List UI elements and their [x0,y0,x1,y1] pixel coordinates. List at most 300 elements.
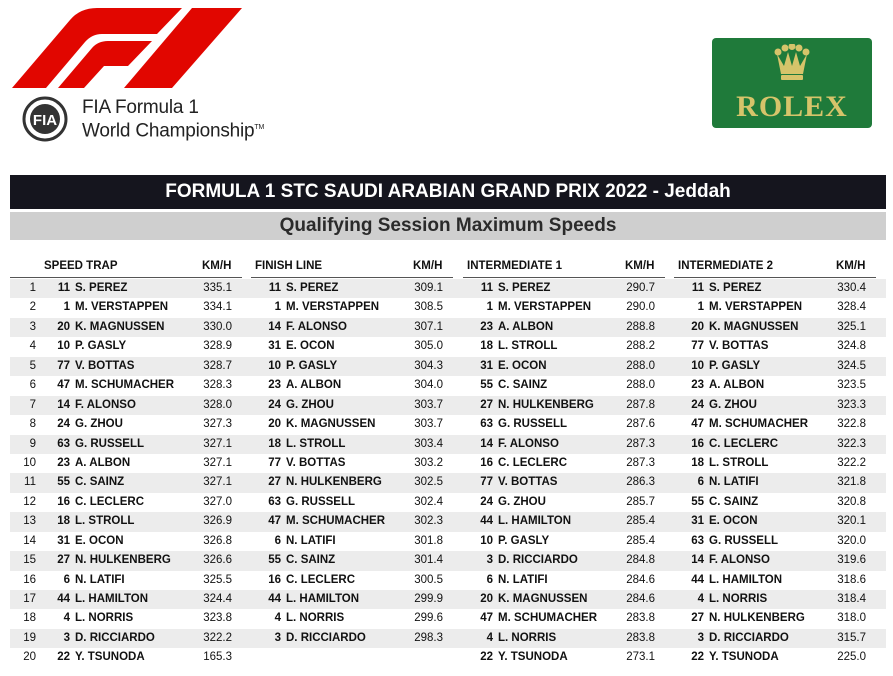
driver-name-cell: M. VERSTAPPEN [498,301,592,314]
speed-cell: 283.8 [626,631,655,644]
speed-cell: 328.4 [837,301,866,314]
car-number-cell: 24 [691,398,704,411]
speed-cell: 287.8 [626,398,655,411]
position-cell: 15 [23,554,36,567]
table-row [10,473,886,492]
position-cell: 9 [29,437,36,450]
speed-cell: 285.4 [626,534,655,547]
driver-name-cell: E. OCON [75,534,124,547]
car-number-cell: 55 [57,476,70,489]
driver-name-cell: D. RICCIARDO [75,631,155,644]
speed-cell: 290.7 [626,282,655,294]
car-number-cell: 14 [480,437,493,450]
speed-cell: 301.4 [414,554,443,567]
driver-name-cell: C. LECLERC [498,456,567,469]
position-cell: 4 [29,340,36,353]
car-number-cell: 31 [268,340,281,353]
driver-name-cell: F. ALONSO [75,398,136,411]
speed-cell: 303.2 [414,456,443,469]
car-number-cell: 16 [480,456,493,469]
car-number-cell: 22 [691,651,704,664]
driver-name-cell: L. HAMILTON [286,593,360,605]
driver-name-cell: L. NORRIS [75,612,134,625]
speed-cell: 287.6 [626,418,655,431]
driver-name-cell: D. RICCIARDO [286,631,366,644]
driver-name-cell: P. GASLY [498,534,550,547]
speed-cell: 286.3 [626,476,655,489]
column-header-unit: KM/H [625,260,655,272]
speed-cell: 301.8 [414,534,443,547]
car-number-cell: 18 [691,456,704,469]
position-cell: 20 [23,651,36,664]
speed-cell: 287.3 [626,456,655,469]
car-number-cell: 55 [480,379,493,392]
rolex-logo [712,38,872,128]
speed-cell: 285.4 [626,515,655,528]
car-number-cell: 27 [57,554,70,567]
car-number-cell: 11 [268,282,281,294]
fia-line1: FIA Formula 1 [82,97,199,118]
driver-name-cell: L. NORRIS [498,631,557,644]
speed-cell: 308.5 [414,301,443,314]
speed-cell: 302.3 [414,515,443,528]
position-cell: 16 [23,573,36,586]
car-number-cell: 18 [57,515,70,528]
position-cell: 11 [24,476,36,489]
speed-cell: 321.8 [837,476,866,489]
driver-name-cell: E. OCON [286,340,335,353]
fia-badge-text: FIA [32,112,58,129]
speed-cell: 299.9 [414,593,443,605]
column-header-unit: KM/H [413,260,443,272]
speed-cell: 320.1 [837,515,866,528]
column-header-label: FINISH LINE [255,260,323,272]
car-number-cell: 44 [480,515,493,528]
speed-cell: 325.1 [837,320,866,333]
car-number-cell: 10 [268,359,281,372]
driver-name-cell: A. ALBON [75,456,131,469]
speed-cell: 284.8 [626,554,655,567]
car-number-cell: 31 [691,515,704,528]
car-number-cell: 6 [697,476,704,489]
driver-name-cell: F. ALONSO [498,437,559,450]
car-number-cell: 11 [691,282,704,294]
speed-cell: 284.6 [626,573,655,586]
page-subtitle: Qualifying Session Maximum Speeds [10,212,886,240]
rolex-word: ROLEX [736,90,848,123]
speed-cell: 327.0 [203,495,232,508]
car-number-cell: 77 [268,456,281,469]
driver-name-cell: G. RUSSELL [75,437,145,450]
car-number-cell: 63 [268,495,281,508]
driver-name-cell: N. HULKENBERG [498,398,594,411]
car-number-cell: 44 [691,573,704,586]
table-row [10,454,886,473]
speed-cell: 318.4 [837,593,866,605]
speed-cell: 309.1 [414,282,443,294]
speed-cell: 287.3 [626,437,655,450]
driver-name-cell: K. MAGNUSSEN [709,320,799,333]
speed-cell: 303.7 [414,418,443,431]
driver-name-cell: M. VERSTAPPEN [286,301,380,314]
column-header-underline [463,277,665,278]
speed-cell: 305.0 [414,340,443,353]
car-number-cell: 16 [691,437,704,450]
speed-cell: 327.3 [203,418,232,431]
driver-name-cell: K. MAGNUSSEN [498,593,588,605]
speed-cell: 302.4 [414,495,443,508]
speed-cell: 330.4 [837,282,866,294]
column-header-unit: KM/H [202,260,232,272]
car-number-cell: 4 [274,612,281,625]
speed-cell: 324.8 [837,340,866,353]
column-header-unit: KM/H [836,260,866,272]
driver-name-cell: P. GASLY [75,340,127,353]
speed-cell: 320.0 [837,534,866,547]
fia-championship-text [82,98,264,141]
speed-cell: 322.3 [837,437,866,450]
speed-cell: 328.0 [203,398,232,411]
driver-name-cell: L. HAMILTON [709,573,783,586]
driver-name-cell: C. SAINZ [75,476,125,489]
speed-cell: 273.1 [626,651,655,664]
driver-name-cell: L. STROLL [709,456,769,469]
car-number-cell: 20 [268,418,281,431]
car-number-cell: 4 [697,593,704,605]
car-number-cell: 44 [268,593,281,605]
driver-name-cell: N. HULKENBERG [709,612,805,625]
driver-name-cell: A. ALBON [709,379,765,392]
driver-name-cell: N. LATIFI [498,573,548,586]
driver-name-cell: S. PEREZ [498,282,551,294]
car-number-cell: 47 [268,515,281,528]
speed-cell: 165.3 [203,651,232,664]
driver-name-cell: S. PEREZ [75,282,128,294]
speed-cell: 327.1 [203,437,232,450]
speed-cell: 298.3 [414,631,443,644]
car-number-cell: 24 [480,495,493,508]
table-row [10,435,886,454]
driver-name-cell: G. ZHOU [75,418,123,431]
speed-cell: 334.1 [203,301,232,314]
column-header-label: INTERMEDIATE 2 [678,260,773,272]
table-row [10,532,886,551]
car-number-cell: 6 [486,573,493,586]
driver-name-cell: D. RICCIARDO [709,631,789,644]
speed-cell: 322.8 [837,418,866,431]
car-number-cell: 55 [691,495,704,508]
speed-cell: 303.4 [414,437,443,450]
speed-cell: 327.1 [203,476,232,489]
table-row [10,590,886,609]
driver-name-cell: L. STROLL [498,340,558,353]
speed-cell: 324.4 [203,593,232,605]
crown-icon [772,44,812,84]
car-number-cell: 77 [691,340,704,353]
car-number-cell: 18 [480,340,493,353]
position-cell: 17 [23,593,36,605]
table-row [10,609,886,628]
position-cell: 13 [23,515,36,528]
speed-cell: 315.7 [837,631,866,644]
driver-name-cell: F. ALONSO [286,320,347,333]
driver-name-cell: V. BOTTAS [498,476,558,489]
driver-name-cell: M. SCHUMACHER [498,612,598,625]
table-row [10,337,886,356]
car-number-cell: 24 [57,418,70,431]
driver-name-cell: C. SAINZ [286,554,336,567]
car-number-cell: 20 [691,320,704,333]
driver-name-cell: A. ALBON [286,379,342,392]
position-cell: 10 [23,456,36,469]
car-number-cell: 77 [57,359,70,372]
car-number-cell: 23 [691,379,704,392]
speed-cell: 318.0 [837,612,866,625]
driver-name-cell: N. HULKENBERG [286,476,382,489]
driver-name-cell: N. LATIFI [286,534,336,547]
car-number-cell: 18 [268,437,281,450]
position-cell: 18 [23,612,36,625]
car-number-cell: 14 [691,554,704,567]
driver-name-cell: P. GASLY [286,359,338,372]
fia-line2 [82,118,264,141]
speed-cell: 328.7 [203,359,232,372]
driver-name-cell: C. SAINZ [498,379,548,392]
car-number-cell: 23 [480,320,493,333]
driver-name-cell: N. LATIFI [709,476,759,489]
car-number-cell: 63 [57,437,70,450]
column-header-underline [251,277,453,278]
speed-cell: 303.7 [414,398,443,411]
driver-name-cell: L. NORRIS [709,593,768,605]
car-number-cell: 20 [480,593,493,605]
fia-badge-icon [12,96,78,142]
speed-cell: 288.0 [626,359,655,372]
table-row [10,298,886,317]
speed-cell: 328.3 [203,379,232,392]
car-number-cell: 3 [63,631,70,644]
car-number-cell: 10 [480,534,493,547]
car-number-cell: 31 [480,359,493,372]
table-row [10,571,886,590]
driver-name-cell: G. RUSSELL [498,418,568,431]
speed-cell: 299.6 [414,612,443,625]
speed-cell: 325.5 [203,573,232,586]
table-row [10,396,886,415]
driver-name-cell: V. BOTTAS [75,359,135,372]
speed-cell: 283.8 [626,612,655,625]
driver-name-cell: C. LECLERC [75,495,144,508]
driver-name-cell: Y. TSUNODA [75,651,145,664]
speed-cell: 304.3 [414,359,443,372]
speed-cell: 323.8 [203,612,232,625]
car-number-cell: 10 [57,340,70,353]
car-number-cell: 4 [486,631,493,644]
driver-name-cell: M. VERSTAPPEN [709,301,803,314]
car-number-cell: 27 [691,612,704,625]
column-headers [10,260,886,278]
driver-name-cell: Y. TSUNODA [709,651,779,664]
speed-cell: 326.9 [203,515,232,528]
position-cell: 6 [29,379,36,392]
speed-table [10,279,886,668]
driver-name-cell: V. BOTTAS [709,340,769,353]
driver-name-cell: M. SCHUMACHER [286,515,386,528]
car-number-cell: 16 [57,495,70,508]
speed-cell: 326.6 [203,554,232,567]
car-number-cell: 77 [480,476,493,489]
driver-name-cell: G. RUSSELL [709,534,779,547]
driver-name-cell: C. SAINZ [709,495,759,508]
driver-name-cell: C. LECLERC [286,573,355,586]
speed-cell: 307.1 [414,320,443,333]
position-cell: 19 [23,631,36,644]
driver-name-cell: V. BOTTAS [286,456,346,469]
driver-name-cell: E. OCON [709,515,758,528]
column-header-underline [674,277,876,278]
driver-name-cell: L. NORRIS [286,612,345,625]
driver-name-cell: S. PEREZ [709,282,762,294]
car-number-cell: 3 [274,631,281,644]
speed-cell: 288.8 [626,320,655,333]
driver-name-cell: F. ALONSO [709,554,770,567]
car-number-cell: 27 [480,398,493,411]
driver-name-cell: S. PEREZ [286,282,339,294]
speed-cell: 322.2 [837,456,866,469]
car-number-cell: 3 [486,554,493,567]
f1-logo [12,8,242,88]
driver-name-cell: M. SCHUMACHER [75,379,175,392]
table-row [10,551,886,570]
position-cell: 12 [23,495,36,508]
driver-name-cell: N. HULKENBERG [75,554,171,567]
position-cell: 7 [29,398,36,411]
driver-name-cell: E. OCON [498,359,547,372]
car-number-cell: 22 [57,651,70,664]
position-cell: 5 [29,359,36,372]
fia-line2-text: World Championship [82,120,255,142]
driver-name-cell: L. STROLL [286,437,346,450]
column-header-label: INTERMEDIATE 1 [467,260,562,272]
speed-cell: 288.0 [626,379,655,392]
position-cell: 8 [29,418,36,431]
car-number-cell: 63 [480,418,493,431]
speed-cell: 327.1 [203,456,232,469]
speed-cell: 284.6 [626,593,655,605]
driver-name-cell: Y. TSUNODA [498,651,568,664]
speed-cell: 290.0 [626,301,655,314]
table-row [10,357,886,376]
car-number-cell: 6 [63,573,70,586]
car-number-cell: 55 [268,554,281,567]
table-row [10,279,886,298]
car-number-cell: 23 [57,456,70,469]
speed-cell: 285.7 [626,495,655,508]
driver-name-cell: K. MAGNUSSEN [286,418,376,431]
speed-cell: 328.9 [203,340,232,353]
car-number-cell: 63 [691,534,704,547]
car-number-cell: 3 [697,631,704,644]
table-row [10,629,886,648]
column-header-label: SPEED TRAP [44,260,118,272]
car-number-cell: 27 [268,476,281,489]
car-number-cell: 14 [57,398,70,411]
table-row [10,376,886,395]
position-cell: 2 [29,301,36,314]
speed-cell: 324.5 [837,359,866,372]
speed-cell: 300.5 [414,573,443,586]
speed-cell: 322.2 [203,631,232,644]
driver-name-cell: P. GASLY [709,359,761,372]
speed-cell: 330.0 [203,320,232,333]
car-number-cell: 23 [268,379,281,392]
speed-cell: 319.6 [837,554,866,567]
car-number-cell: 47 [691,418,704,431]
car-number-cell: 11 [480,282,493,294]
driver-name-cell: A. ALBON [498,320,554,333]
car-number-cell: 22 [480,651,493,664]
car-number-cell: 31 [57,534,70,547]
car-number-cell: 4 [63,612,70,625]
driver-name-cell: G. ZHOU [498,495,546,508]
speed-cell: 225.0 [837,651,866,664]
speed-cell: 304.0 [414,379,443,392]
driver-name-cell: G. ZHOU [709,398,757,411]
driver-name-cell: L. STROLL [75,515,135,528]
car-number-cell: 47 [480,612,493,625]
driver-name-cell: L. HAMILTON [75,593,149,605]
car-number-cell: 1 [697,301,704,314]
table-row [10,318,886,337]
driver-name-cell: M. SCHUMACHER [709,418,809,431]
table-row [10,648,886,667]
car-number-cell: 24 [268,398,281,411]
speed-cell: 318.6 [837,573,866,586]
driver-name-cell: G. ZHOU [286,398,334,411]
column-header-underline [10,277,242,278]
car-number-cell: 14 [268,320,281,333]
car-number-cell: 11 [57,282,70,294]
page-title: FORMULA 1 STC SAUDI ARABIAN GRAND PRIX 2022 - Jeddah [10,175,886,209]
car-number-cell: 1 [274,301,281,314]
driver-name-cell: C. LECLERC [709,437,778,450]
speed-cell: 335.1 [203,282,232,294]
position-cell: 3 [29,320,36,333]
car-number-cell: 1 [486,301,493,314]
car-number-cell: 44 [57,593,70,605]
table-row [10,415,886,434]
driver-name-cell: N. LATIFI [75,573,125,586]
driver-name-cell: G. RUSSELL [286,495,356,508]
speed-cell: 288.2 [626,340,655,353]
speed-cell: 326.8 [203,534,232,547]
driver-name-cell: M. VERSTAPPEN [75,301,169,314]
speed-cell: 302.5 [414,476,443,489]
driver-name-cell: D. RICCIARDO [498,554,578,567]
driver-name-cell: K. MAGNUSSEN [75,320,165,333]
car-number-cell: 47 [57,379,70,392]
fia-tm: TM [254,124,265,131]
speed-cell: 323.3 [837,398,866,411]
speed-cell: 320.8 [837,495,866,508]
position-cell: 14 [23,534,36,547]
car-number-cell: 1 [63,301,70,314]
driver-name-cell: L. HAMILTON [498,515,572,528]
car-number-cell: 20 [57,320,70,333]
speed-cell: 323.5 [837,379,866,392]
car-number-cell: 16 [268,573,281,586]
position-cell: 1 [29,282,36,294]
